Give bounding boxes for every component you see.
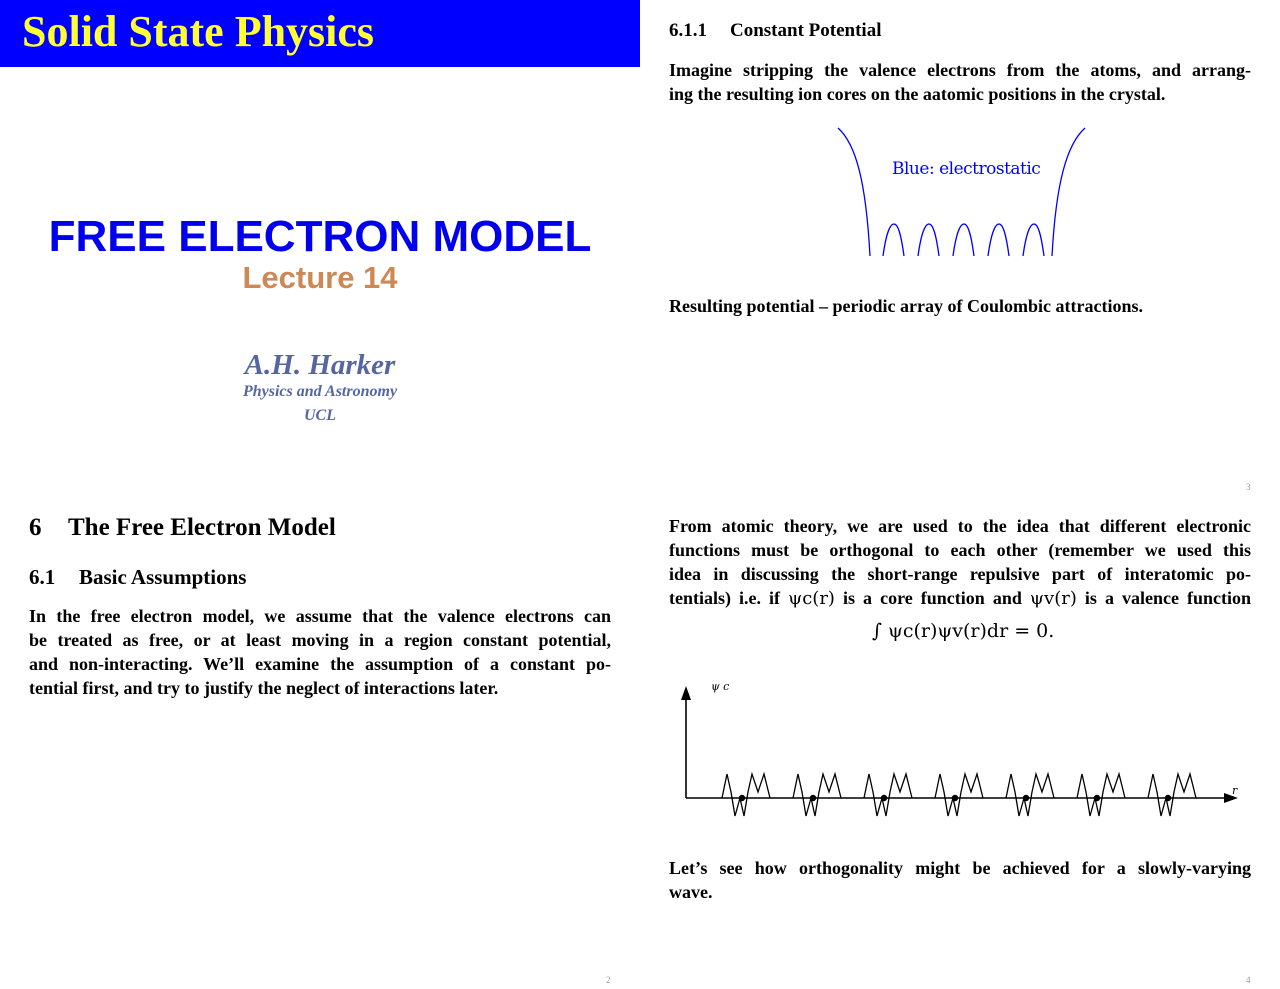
- paragraph-line-with-math: [669, 586, 1251, 611]
- section-number: 6: [29, 514, 42, 541]
- orthogonality-equation: ∫ ψc(r)ψv(r)dr = 0.: [872, 620, 1055, 642]
- intro-paragraph: [669, 58, 1251, 106]
- paragraph-line: Let’s see how orthogonality might be achieved for a slowly-varying: [669, 858, 1251, 878]
- ion-core-dot: [810, 795, 815, 800]
- subsection-title: Basic Assumptions: [79, 565, 247, 589]
- ion-core-dot: [739, 795, 744, 800]
- potential-well: [988, 224, 1009, 256]
- paragraph-line: functions must be orthogonal to each other (remember we used this: [669, 540, 1251, 560]
- slide-title: [0, 0, 640, 494]
- banner-title: Solid State Physics: [22, 7, 375, 56]
- paragraph-line: In the free electron model, we assume that the valence electrons can: [29, 606, 611, 626]
- slide-free-electron-model: [0, 494, 640, 989]
- wavefunction-figure: [676, 680, 1246, 830]
- wavefunction-oscillation: [793, 774, 841, 816]
- author-name: A.H. Harker: [244, 349, 396, 381]
- page-number: 2: [606, 975, 611, 985]
- potential-well: [953, 224, 974, 256]
- title-banner: [0, 0, 640, 67]
- assumptions-paragraph: [29, 604, 611, 700]
- heading-text: Constant Potential: [730, 20, 882, 41]
- line-middle: is a core function and: [843, 588, 1022, 608]
- x-axis-label: r: [1232, 784, 1238, 797]
- potential-figure: [830, 122, 1090, 262]
- caption-line: Resulting potential – periodic array of Coulombic attractions.: [669, 296, 1143, 316]
- paragraph-line: and non-interacting. We’ll examine the assumption of a constant po-: [29, 654, 611, 674]
- ion-core-dot: [881, 795, 886, 800]
- paragraph-line: tential first, and try to justify the neglect of interactions later.: [29, 678, 499, 698]
- paragraph-line: From atomic theory, we are used to the idea that different electronic: [669, 516, 1251, 536]
- closing-paragraph: [669, 856, 1251, 904]
- affiliation-institution: UCL: [304, 407, 336, 424]
- core-function-symbol: ψc(r): [788, 588, 835, 609]
- paragraph-line: idea in discussing the short-range repulsive part of interatomic po-: [669, 564, 1251, 584]
- potential-right-wall: [1052, 128, 1085, 256]
- wavefunction-oscillation: [935, 774, 983, 816]
- ion-core-dot: [1023, 795, 1028, 800]
- lecture-number: Lecture 14: [242, 260, 398, 295]
- lecture-title: FREE ELECTRON MODEL: [48, 212, 592, 261]
- paragraph-line: be treated as free, or at least moving in a region constant potential,: [29, 630, 611, 650]
- potential-well: [1023, 224, 1044, 256]
- heading-number: 6.1.1: [669, 20, 707, 41]
- y-axis-arrowhead: [681, 686, 691, 700]
- page-number: 4: [1246, 975, 1251, 985]
- subsubsection-heading: [669, 20, 881, 42]
- potential-left-wall: [838, 128, 870, 256]
- figure-label: Blue: electrostatic: [892, 159, 1041, 179]
- ion-core-dot: [1094, 795, 1099, 800]
- slide-orthogonality: [640, 494, 1280, 989]
- potential-well: [883, 224, 904, 256]
- ion-core-dot: [952, 795, 957, 800]
- section-title: The Free Electron Model: [68, 514, 336, 541]
- section-heading: [29, 514, 336, 542]
- slide-constant-potential: [640, 0, 1280, 494]
- page-number: 3: [1246, 482, 1251, 492]
- affiliation-department: Physics and Astronomy: [242, 383, 398, 400]
- paragraph-line: ing the resulting ion cores on the aatomic positions in the crystal.: [669, 84, 1166, 104]
- wavefunction-oscillation: [1006, 774, 1054, 816]
- valence-function-symbol: ψv(r): [1029, 588, 1077, 609]
- wavefunction-oscillation: [1077, 774, 1125, 816]
- subsection-number: 6.1: [29, 565, 56, 589]
- line-prefix: tentials) i.e. if: [669, 588, 781, 608]
- subsection-heading: [29, 565, 246, 590]
- y-axis-label: ψ c: [711, 680, 730, 693]
- paragraph-line: wave.: [669, 882, 713, 902]
- wavefunction-oscillation: [1148, 774, 1196, 816]
- figure-caption: [669, 294, 1269, 318]
- wavefunction-oscillation: [864, 774, 912, 816]
- orthogonality-paragraph: [669, 514, 1251, 611]
- potential-well: [918, 224, 939, 256]
- line-suffix: is a valence function: [1084, 588, 1252, 608]
- wavefunction-oscillation: [722, 774, 770, 816]
- ion-core-dot: [1165, 795, 1170, 800]
- paragraph-line: Imagine stripping the valence electrons from the atoms, and arrang-: [669, 60, 1251, 80]
